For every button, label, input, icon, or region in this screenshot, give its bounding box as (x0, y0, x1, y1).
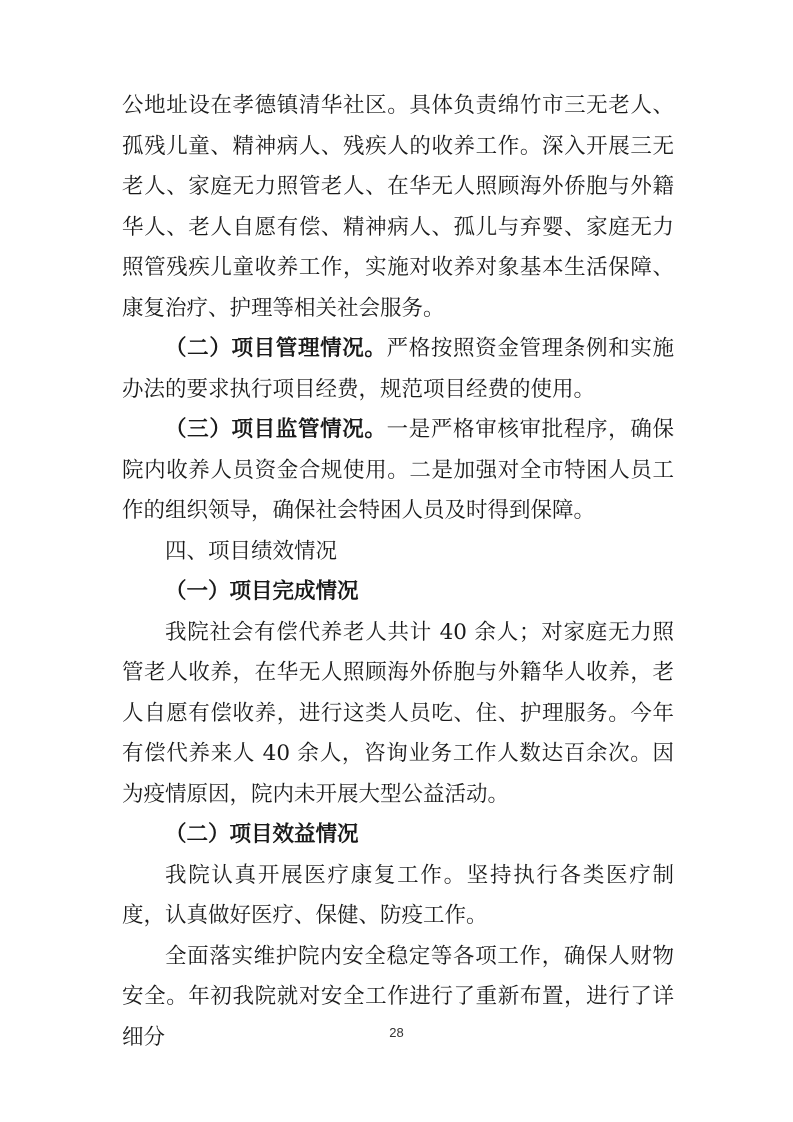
page-number: 28 (389, 1025, 404, 1040)
section-heading-performance: 四、项目绩效情况 (165, 538, 338, 564)
paragraph-completion: 我院社会有偿代养老人共计 40 余人；对家庭无力照管老人收养，在华无人照顾海外侨胞与外籍华人收养，老人自愿有偿收养，进行这类人员吃、住、护理服务。今年有偿代养来人 40 余人，咨询业务工作人数达百余次。因为疫情原因，院内未开展大型公益活动。 (122, 619, 674, 807)
paragraph-intro: 公地址设在孝德镇清华社区。具体负责绵竹市三无老人、孤残儿童、精神病人、残疾人的收养工作。深入开展三无老人、家庭无力照管老人、在华无人照顾海外侨胞与外籍华人、老人自愿有偿、精神病人、孤儿与弃婴、家庭无力照管残疾儿童收养工作，实施对收养对象基本生活保障、康复治疗、护理等相关社会服务。 (122, 93, 674, 321)
lead-project-supervision: （三）项目监管情况。 (165, 417, 387, 442)
paragraph-safety: 全面落实维护院内安全稳定等各项工作，确保人财物安全。年初我院就对安全工作进行了重新布置，进行了详细分 (122, 943, 674, 1050)
subheading-completion: （一）项目完成情况 (165, 579, 359, 604)
paragraph-project-supervision (122, 410, 674, 532)
document-body (122, 86, 674, 1058)
body-project-supervision: 一是严格审核审批程序，确保院内收养人员资金合规使用。二是加强对全市特困人员工作的组织领导，确保社会特困人员及时得到保障。 (122, 417, 674, 523)
paragraph-project-management (122, 329, 674, 410)
lead-project-management: （二）项目管理情况。 (165, 336, 387, 361)
body-project-management: 严格按照资金管理条例和实施办法的要求执行项目经费，规范项目经费的使用。 (122, 336, 674, 402)
subheading-benefit: （二）项目效益情况 (165, 822, 359, 847)
paragraph-medical: 我院认真开展医疗康复工作。坚持执行各类医疗制度，认真做好医疗、保健、防疫工作。 (122, 862, 674, 928)
